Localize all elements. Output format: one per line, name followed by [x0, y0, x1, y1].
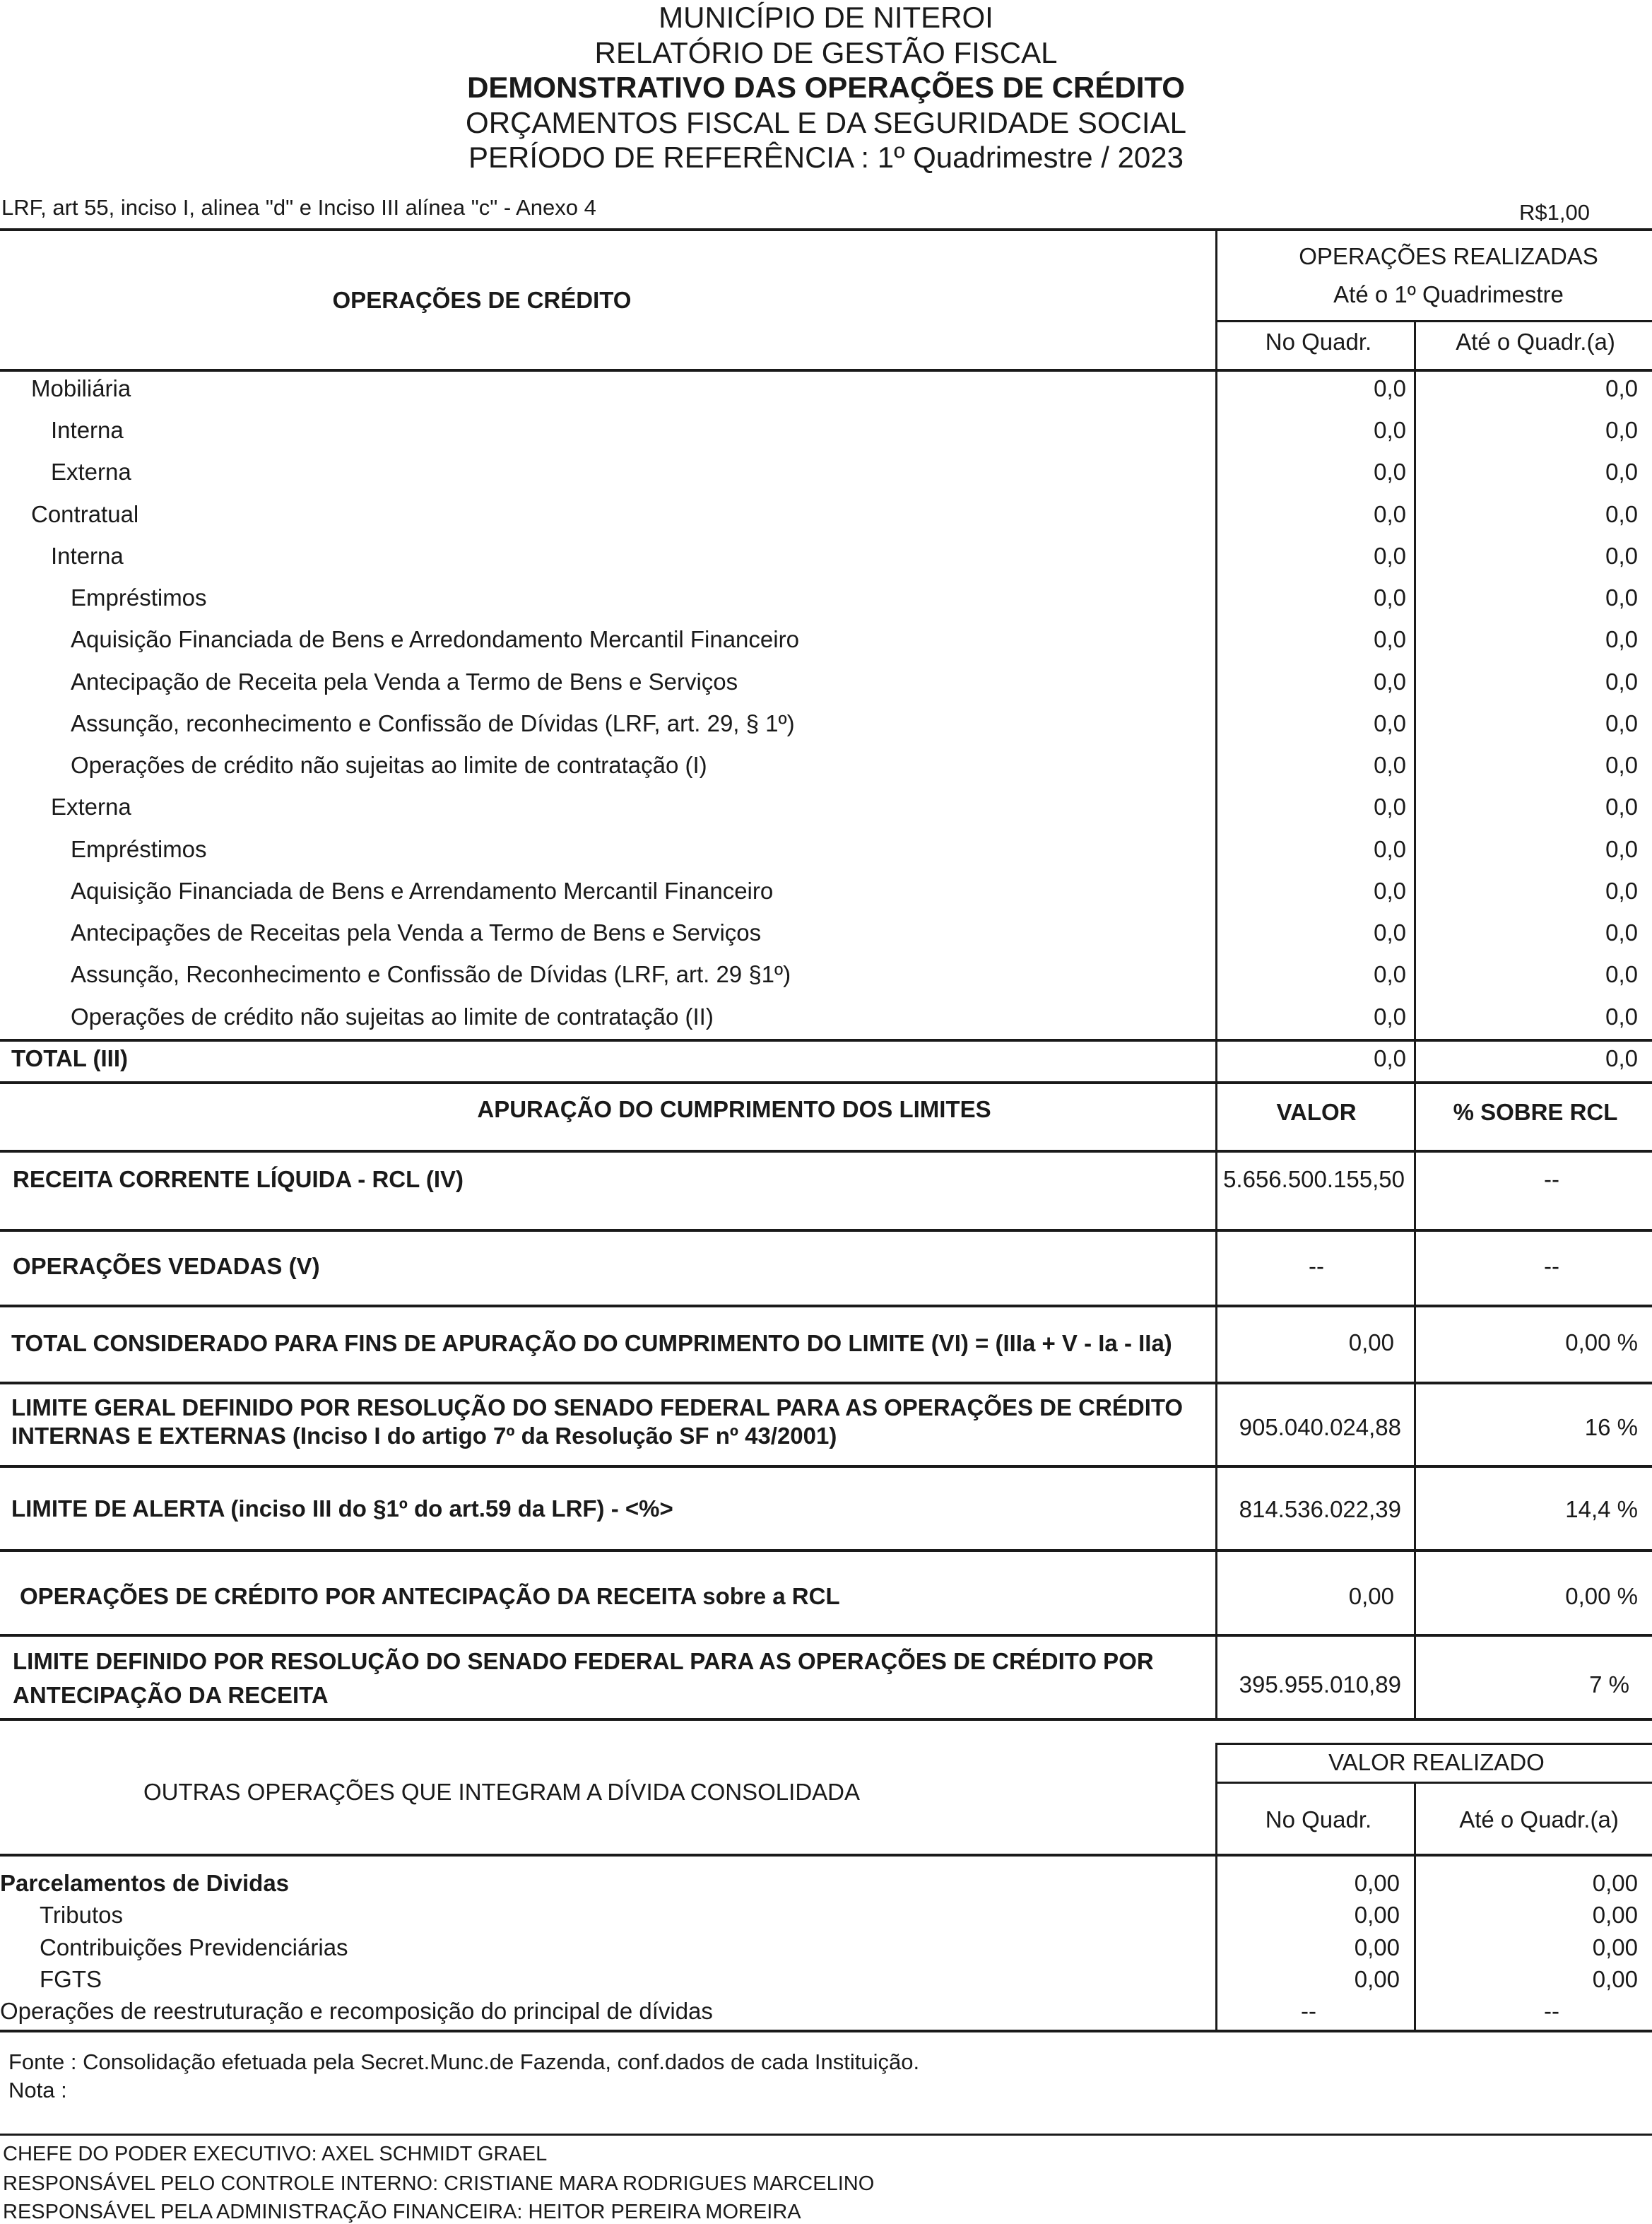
- other-table-top-border: [1215, 1743, 1652, 1745]
- municipality-title: MUNICÍPIO DE NITEROI: [659, 1, 993, 34]
- row-value-cumulative: --: [1544, 1998, 1559, 2024]
- aro-operations-percent: 0,00 %: [1565, 1583, 1638, 1609]
- limits-row-border: [0, 1229, 1652, 1232]
- rcl-percent: --: [1544, 1166, 1559, 1192]
- general-limit-label-line1: LIMITE GERAL DEFINIDO POR RESOLUÇÃO DO SENADO FEDERAL PARA AS OPERAÇÕES DE CRÉDITO: [11, 1394, 1184, 1420]
- total-considered-label: TOTAL CONSIDERADO PARA FINS DE APURAÇÃO DO CUMPRIMENTO DO LIMITE (VI) = (IIIa + V - Ia - IIa): [11, 1330, 1172, 1356]
- row-label: Parcelamentos de Dividas: [0, 1870, 290, 1896]
- credit-table-title: OPERAÇÕES DE CRÉDITO: [332, 287, 632, 313]
- prohibited-operations-value: --: [1309, 1253, 1324, 1279]
- total-row-bottom-border: [0, 1081, 1652, 1084]
- other-table-col-divider-1: [1215, 1743, 1217, 2031]
- row-value-in-period: 0,0: [1374, 878, 1406, 904]
- other-group-header-underline: [1215, 1782, 1652, 1784]
- other-table-title: OUTRAS OPERAÇÕES QUE INTEGRAM A DÍVIDA CONSOLIDADA: [143, 1779, 861, 1805]
- limits-row-border: [0, 1549, 1652, 1552]
- period-subheader: Até o 1º Quadrimestre: [1333, 281, 1564, 307]
- row-value-in-period: 0,0: [1374, 752, 1406, 778]
- signature-section-border: [0, 2134, 1652, 2136]
- executive-head-signature: CHEFE DO PODER EXECUTIVO: AXEL SCHMIDT GRAEL: [3, 2143, 548, 2165]
- aro-operations-label: OPERAÇÕES DE CRÉDITO POR ANTECIPAÇÃO DA RECEITA sobre a RCL: [20, 1583, 840, 1609]
- row-value-cumulative: 0,0: [1605, 919, 1638, 946]
- row-value-cumulative: 0,0: [1605, 752, 1638, 778]
- row-value-cumulative: 0,0: [1605, 375, 1638, 401]
- alert-limit-label: LIMITE DE ALERTA (inciso III do §1º do art.59 da LRF) - <%>: [11, 1495, 673, 1522]
- row-value-cumulative: 0,00: [1592, 1966, 1638, 1992]
- row-label: Contratual: [31, 501, 139, 527]
- row-label: Externa: [51, 459, 131, 485]
- row-value-in-period: 0,0: [1374, 626, 1406, 652]
- limits-col-divider-1: [1215, 1081, 1217, 1719]
- other-col-in-period: No Quadr.: [1265, 1806, 1372, 1832]
- other-table-col-divider-2: [1414, 1783, 1416, 2031]
- credit-header-bottom-border: [0, 369, 1652, 372]
- total-value-cumulative: 0,0: [1605, 1045, 1638, 1071]
- row-value-in-period: 0,0: [1374, 961, 1406, 987]
- note-label: Nota :: [8, 2078, 67, 2102]
- total-label: TOTAL (III): [11, 1045, 128, 1071]
- limits-table-bottom-border: [0, 1718, 1652, 1721]
- prohibited-operations-percent: --: [1544, 1253, 1559, 1279]
- row-label: Assunção, Reconhecimento e Confissão de Dívidas (LRF, art. 29 §1º): [71, 961, 791, 987]
- row-value-in-period: 0,00: [1354, 1902, 1400, 1928]
- row-label: FGTS: [40, 1966, 102, 1992]
- row-label: Antecipação de Receita pela Venda a Termo de Bens e Serviços: [71, 669, 738, 695]
- row-value-in-period: --: [1301, 1998, 1316, 2024]
- row-label: Assunção, reconhecimento e Confissão de Dívidas (LRF, art. 29, § 1º): [71, 710, 795, 736]
- credit-table-col-divider-1: [1215, 230, 1217, 1145]
- row-label: Operações de reestruturação e recomposição do principal de dívidas: [0, 1998, 713, 2024]
- row-value-cumulative: 0,0: [1605, 501, 1638, 527]
- row-label: Interna: [51, 417, 124, 443]
- limits-col-percent-rcl: % SOBRE RCL: [1453, 1099, 1618, 1125]
- financial-admin-signature: RESPONSÁVEL PELA ADMINISTRAÇÃO FINANCEIRA: HEITOR PEREIRA MOREIRA: [3, 2201, 801, 2223]
- row-label: Aquisição Financiada de Bens e Arredondamento Mercantil Financeiro: [71, 626, 799, 652]
- limits-row-border: [0, 1305, 1652, 1307]
- other-table-bottom-border: [0, 2030, 1652, 2032]
- general-limit-percent: 16 %: [1584, 1414, 1638, 1440]
- row-value-cumulative: 0,0: [1605, 626, 1638, 652]
- row-value-cumulative: 0,0: [1605, 878, 1638, 904]
- row-value-in-period: 0,0: [1374, 710, 1406, 736]
- total-row-top-border: [0, 1039, 1652, 1042]
- budget-subtitle: ORÇAMENTOS FISCAL E DA SEGURIDADE SOCIAL: [466, 106, 1186, 139]
- limits-row-border: [0, 1465, 1652, 1468]
- row-value-cumulative: 0,0: [1605, 961, 1638, 987]
- row-label: Empréstimos: [71, 836, 207, 862]
- total-value-in-period: 0,0: [1374, 1045, 1406, 1071]
- limits-table-title: APURAÇÃO DO CUMPRIMENTO DOS LIMITES: [477, 1096, 991, 1122]
- aro-operations-value: 0,00: [1348, 1583, 1394, 1609]
- rcl-label: RECEITA CORRENTE LÍQUIDA - RCL (IV): [13, 1166, 464, 1192]
- row-value-cumulative: 0,0: [1605, 543, 1638, 569]
- row-value-cumulative: 0,00: [1592, 1870, 1638, 1896]
- alert-limit-value: 814.536.022,39: [1239, 1496, 1401, 1522]
- limits-col-value: VALOR: [1276, 1099, 1357, 1125]
- row-label: Operações de crédito não sujeitas ao limite de contratação (II): [71, 1004, 714, 1030]
- prohibited-operations-label: OPERAÇÕES VEDADAS (V): [13, 1253, 320, 1279]
- limits-col-divider-2: [1414, 1081, 1416, 1719]
- row-value-cumulative: 0,0: [1605, 669, 1638, 695]
- row-label: Operações de crédito não sujeitas ao limite de contratação (I): [71, 752, 707, 778]
- statement-title: DEMONSTRATIVO DAS OPERAÇÕES DE CRÉDITO: [467, 71, 1185, 104]
- operations-performed-header: OPERAÇÕES REALIZADAS: [1299, 243, 1598, 269]
- row-value-cumulative: 0,0: [1605, 459, 1638, 485]
- col-header-cumulative: Até o Quadr.(a): [1456, 329, 1615, 355]
- report-title: RELATÓRIO DE GESTÃO FISCAL: [594, 36, 1058, 69]
- reference-period: PERÍODO DE REFERÊNCIA : 1º Quadrimestre / 2023: [468, 141, 1184, 174]
- row-value-in-period: 0,0: [1374, 417, 1406, 443]
- row-value-in-period: 0,0: [1374, 501, 1406, 527]
- row-value-in-period: 0,00: [1354, 1934, 1400, 1960]
- row-value-cumulative: 0,0: [1605, 710, 1638, 736]
- row-value-cumulative: 0,00: [1592, 1902, 1638, 1928]
- row-value-in-period: 0,0: [1374, 543, 1406, 569]
- currency-unit: R$1,00: [1519, 200, 1590, 225]
- general-limit-value: 905.040.024,88: [1239, 1414, 1401, 1440]
- col-header-in-period: No Quadr.: [1265, 329, 1372, 355]
- row-value-cumulative: 0,0: [1605, 584, 1638, 611]
- total-considered-percent: 0,00 %: [1565, 1329, 1638, 1355]
- legal-reference: LRF, art 55, inciso I, alinea "d" e Inciso III alínea "c" - Anexo 4: [1, 195, 596, 220]
- row-value-in-period: 0,0: [1374, 669, 1406, 695]
- row-value-cumulative: 0,0: [1605, 1004, 1638, 1030]
- general-limit-label-line2: INTERNAS E EXTERNAS (Inciso I do artigo 7º da Resolução SF nº 43/2001): [11, 1423, 837, 1449]
- row-value-in-period: 0,00: [1354, 1870, 1400, 1896]
- limits-row-border: [0, 1382, 1652, 1384]
- row-value-in-period: 0,0: [1374, 794, 1406, 820]
- realized-value-header: VALOR REALIZADO: [1328, 1749, 1545, 1775]
- row-value-in-period: 0,0: [1374, 836, 1406, 862]
- row-label: Contribuições Previdenciárias: [40, 1934, 348, 1960]
- aro-limit-label-line2: ANTECIPAÇÃO DA RECEITA: [13, 1682, 329, 1708]
- row-label: Externa: [51, 794, 131, 820]
- row-label: Aquisição Financiada de Bens e Arrendamento Mercantil Financeiro: [71, 878, 774, 904]
- limits-row-border: [0, 1150, 1652, 1153]
- limits-row-border: [0, 1634, 1652, 1637]
- other-header-bottom-border: [0, 1854, 1652, 1857]
- aro-limit-percent: 7 %: [1589, 1671, 1629, 1698]
- internal-control-signature: RESPONSÁVEL PELO CONTROLE INTERNO: CRISTIANE MARA RODRIGUES MARCELINO: [3, 2172, 875, 2195]
- other-col-cumulative: Até o Quadr.(a): [1459, 1806, 1619, 1832]
- row-value-cumulative: 0,0: [1605, 417, 1638, 443]
- alert-limit-percent: 14,4 %: [1565, 1496, 1638, 1522]
- row-value-in-period: 0,0: [1374, 375, 1406, 401]
- credit-table-col-divider-2: [1414, 322, 1416, 1145]
- row-label: Antecipações de Receitas pela Venda a Termo de Bens e Serviços: [71, 919, 762, 946]
- row-label: Mobiliária: [31, 375, 131, 401]
- credit-group-header-underline: [1215, 320, 1652, 322]
- row-label: Tributos: [40, 1902, 123, 1928]
- row-value-cumulative: 0,0: [1605, 836, 1638, 862]
- aro-limit-value: 395.955.010,89: [1239, 1671, 1401, 1698]
- rcl-value: 5.656.500.155,50: [1223, 1166, 1405, 1192]
- credit-table-top-border: [0, 228, 1652, 231]
- row-value-in-period: 0,00: [1354, 1966, 1400, 1992]
- row-label: Interna: [51, 543, 124, 569]
- total-considered-value: 0,00: [1348, 1329, 1394, 1355]
- row-value-in-period: 0,0: [1374, 459, 1406, 485]
- row-label: Empréstimos: [71, 584, 207, 611]
- row-value-cumulative: 0,0: [1605, 794, 1638, 820]
- row-value-cumulative: 0,00: [1592, 1934, 1638, 1960]
- row-value-in-period: 0,0: [1374, 1004, 1406, 1030]
- source-note: Fonte : Consolidação efetuada pela Secret.Munc.de Fazenda, conf.dados de cada Instituição.: [8, 2049, 920, 2074]
- row-value-in-period: 0,0: [1374, 919, 1406, 946]
- aro-limit-label-line1: LIMITE DEFINIDO POR RESOLUÇÃO DO SENADO FEDERAL PARA AS OPERAÇÕES DE CRÉDITO POR: [13, 1648, 1154, 1674]
- row-value-in-period: 0,0: [1374, 584, 1406, 611]
